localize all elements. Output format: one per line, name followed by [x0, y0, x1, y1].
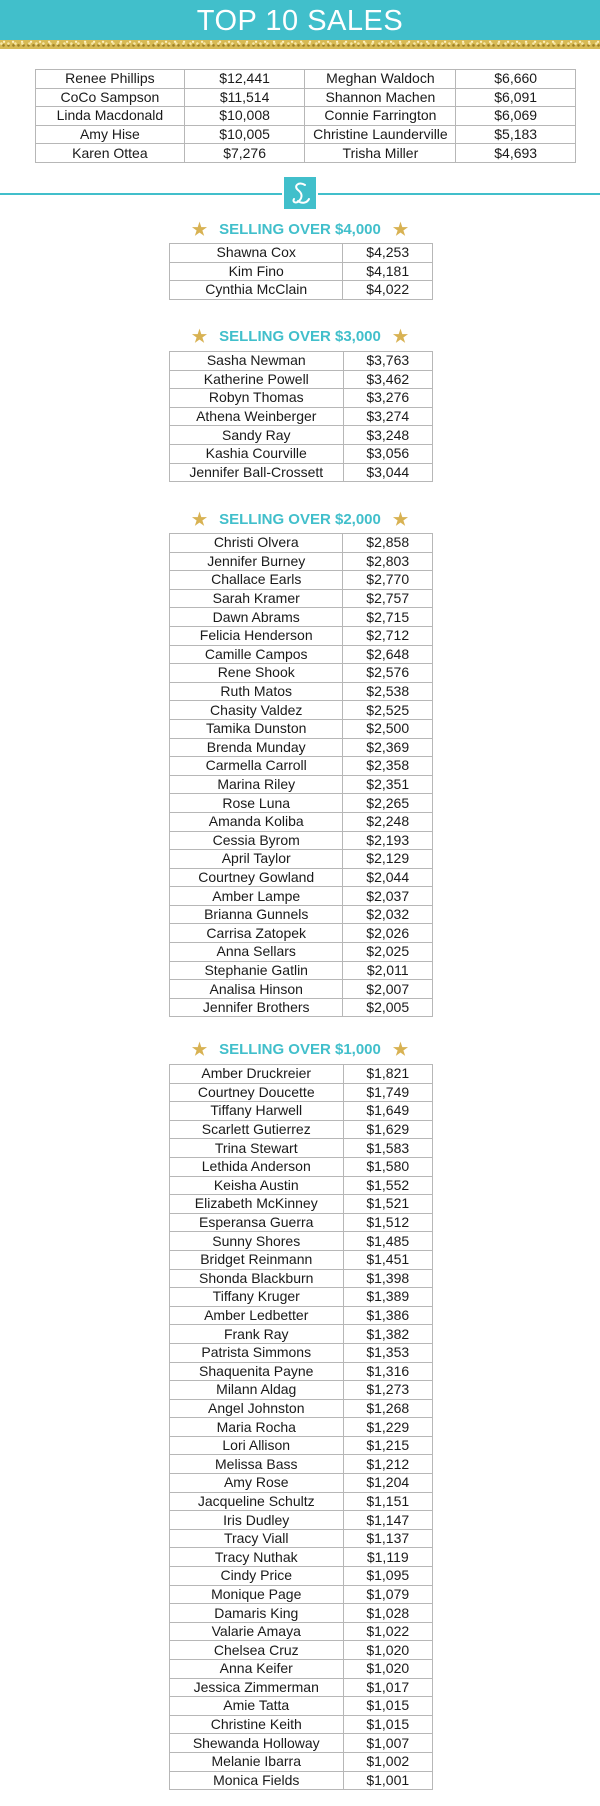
sales-amount: $3,274: [343, 407, 432, 426]
table-row: [170, 1102, 433, 1121]
seller-name: Dawn Abrams: [170, 608, 343, 627]
top-10-table: [35, 69, 576, 163]
sales-amount: $2,026: [343, 924, 433, 943]
sales-amount: $2,248: [343, 812, 433, 831]
table-row: [170, 738, 433, 757]
sales-amount: $3,276: [343, 389, 432, 408]
table-row: [170, 1343, 433, 1362]
seller-name: Courtney Gowland: [170, 868, 343, 887]
seller-name: Elizabeth McKinney: [170, 1195, 344, 1214]
sales-amount: $6,660: [456, 70, 576, 89]
tier-heading-4000: ★ SELLING OVER $4,000 ★: [191, 220, 409, 239]
sales-amount: $3,248: [343, 426, 432, 445]
seller-name: Katherine Powell: [170, 370, 344, 389]
sales-amount: $1,268: [343, 1399, 433, 1418]
seller-name: Challace Earls: [170, 571, 343, 590]
table-row: [170, 244, 433, 263]
table-row: [170, 1381, 433, 1400]
seller-name: Sandy Ray: [170, 426, 344, 445]
table-row: [36, 88, 576, 107]
seller-name: Keisha Austin: [170, 1176, 344, 1195]
sales-amount: $2,500: [343, 719, 433, 738]
sales-amount: $1,007: [343, 1734, 433, 1753]
table-row: [170, 262, 433, 281]
sales-amount: $7,276: [184, 144, 305, 163]
seller-name: Monica Fields: [170, 1771, 344, 1790]
sales-amount: $1,398: [343, 1269, 433, 1288]
table-row: [170, 463, 433, 482]
tier-heading-3000: ★ SELLING OVER $3,000 ★: [191, 327, 409, 346]
seller-name: Tracy Viall: [170, 1529, 344, 1548]
seller-name: Jennifer Burney: [170, 552, 343, 571]
star-icon: ★: [191, 220, 208, 239]
sales-amount: $1,015: [343, 1697, 433, 1716]
seller-name: Iris Dudley: [170, 1511, 344, 1530]
sales-amount: $1,451: [343, 1250, 433, 1269]
table-row: [170, 1288, 433, 1307]
seller-name: Shannon Machen: [305, 88, 456, 107]
tier-table-1000: [169, 1064, 433, 1790]
table-row: [170, 980, 433, 999]
sales-amount: $2,358: [343, 757, 433, 776]
seller-name: Milann Aldag: [170, 1381, 344, 1400]
seller-name: Patrista Simmons: [170, 1343, 344, 1362]
seller-name: Rene Shook: [170, 664, 343, 683]
seller-name: April Taylor: [170, 850, 343, 869]
sales-amount: $6,069: [456, 107, 576, 126]
sales-amount: $1,521: [343, 1195, 433, 1214]
table-row: [170, 444, 433, 463]
seller-name: Trisha Miller: [305, 144, 456, 163]
table-row: [170, 1585, 433, 1604]
seller-name: Frank Ray: [170, 1325, 344, 1344]
sales-amount: $4,253: [343, 244, 433, 263]
seller-name: Monique Page: [170, 1585, 344, 1604]
script-s-logo-icon: [284, 177, 316, 209]
table-row: [170, 943, 433, 962]
sales-amount: $2,025: [343, 943, 433, 962]
seller-name: Anna Sellars: [170, 943, 343, 962]
seller-name: Maria Rocha: [170, 1418, 344, 1437]
sales-amount: $2,032: [343, 905, 433, 924]
table-row: [170, 1641, 433, 1660]
table-row: [170, 1325, 433, 1344]
seller-name: Tracy Nuthak: [170, 1548, 344, 1567]
sales-amount: $2,011: [343, 961, 433, 980]
sales-amount: $3,462: [343, 370, 432, 389]
seller-name: Athena Weinberger: [170, 407, 344, 426]
table-row: [36, 125, 576, 144]
seller-name: Jennifer Ball-Crossett: [170, 463, 344, 482]
table-row: [170, 1362, 433, 1381]
seller-name: Cessia Byrom: [170, 831, 343, 850]
seller-name: Karen Ottea: [36, 144, 185, 163]
seller-name: Lethida Anderson: [170, 1157, 344, 1176]
table-row: [170, 757, 433, 776]
seller-name: Kim Fino: [170, 262, 343, 281]
table-row: [170, 370, 433, 389]
table-row: [170, 281, 433, 300]
sales-amount: $2,712: [343, 626, 433, 645]
sales-amount: $1,151: [343, 1492, 433, 1511]
tier-table-3000: [169, 351, 433, 482]
table-row: [170, 608, 433, 627]
table-row: [170, 1418, 433, 1437]
sales-amount: $1,386: [343, 1306, 433, 1325]
table-row: [170, 1213, 433, 1232]
table-row: [170, 868, 433, 887]
table-row: [36, 107, 576, 126]
table-row: [170, 719, 433, 738]
table-row: [170, 1065, 433, 1084]
seller-name: CoCo Sampson: [36, 88, 185, 107]
seller-name: Esperansa Guerra: [170, 1213, 344, 1232]
table-row: [170, 998, 433, 1017]
table-row: [170, 589, 433, 608]
sales-amount: $1,020: [343, 1660, 433, 1679]
table-row: [170, 1529, 433, 1548]
sales-amount: $2,037: [343, 887, 433, 906]
seller-name: Sunny Shores: [170, 1232, 344, 1251]
seller-name: Felicia Henderson: [170, 626, 343, 645]
seller-name: Shaquenita Payne: [170, 1362, 344, 1381]
star-icon: ★: [191, 1040, 208, 1059]
sales-amount: $1,212: [343, 1455, 433, 1474]
sales-amount: $2,007: [343, 980, 433, 999]
tier-table-4000: [169, 243, 433, 300]
seller-name: Christine Launderville: [305, 125, 456, 144]
sales-amount: $1,022: [343, 1622, 433, 1641]
seller-name: Stephanie Gatlin: [170, 961, 343, 980]
sales-amount: $1,629: [343, 1120, 433, 1139]
table-row: [170, 1678, 433, 1697]
sales-amount: $1,512: [343, 1213, 433, 1232]
star-icon: ★: [392, 220, 409, 239]
seller-name: Scarlett Gutierrez: [170, 1120, 344, 1139]
seller-name: Amie Tatta: [170, 1697, 344, 1716]
table-row: [170, 1120, 433, 1139]
table-row: [170, 389, 433, 408]
tier-heading-1000: ★ SELLING OVER $1,000 ★: [191, 1040, 409, 1059]
sales-amount: $1,316: [343, 1362, 433, 1381]
seller-name: Chelsea Cruz: [170, 1641, 344, 1660]
sales-amount: $5,183: [456, 125, 576, 144]
seller-name: Tiffany Kruger: [170, 1288, 344, 1307]
seller-name: Amanda Koliba: [170, 812, 343, 831]
sales-amount: $1,204: [343, 1474, 433, 1493]
divider-line-right: [318, 193, 600, 195]
seller-name: Sarah Kramer: [170, 589, 343, 608]
table-row: [170, 701, 433, 720]
divider-line-left: [0, 193, 282, 195]
sales-amount: $1,583: [343, 1139, 433, 1158]
seller-name: Carrisa Zatopek: [170, 924, 343, 943]
sales-amount: $1,273: [343, 1381, 433, 1400]
seller-name: Melanie Ibarra: [170, 1752, 344, 1771]
table-row: [170, 626, 433, 645]
table-row: [170, 924, 433, 943]
seller-name: Connie Farrington: [305, 107, 456, 126]
table-row: [170, 1436, 433, 1455]
sales-amount: $11,514: [184, 88, 305, 107]
sales-amount: $1,017: [343, 1678, 433, 1697]
star-icon: ★: [392, 510, 409, 529]
table-row: [170, 682, 433, 701]
sales-amount: $1,749: [343, 1083, 433, 1102]
table-row: [170, 1306, 433, 1325]
seller-name: Camille Campos: [170, 645, 343, 664]
seller-name: Kashia Courville: [170, 444, 344, 463]
seller-name: Amber Druckreier: [170, 1065, 344, 1084]
table-row: [170, 794, 433, 813]
table-row: [170, 905, 433, 924]
table-row: [170, 1492, 433, 1511]
sales-amount: $2,538: [343, 682, 433, 701]
table-row: [170, 1455, 433, 1474]
table-row: [170, 1399, 433, 1418]
seller-name: Trina Stewart: [170, 1139, 344, 1158]
sales-amount: $10,005: [184, 125, 305, 144]
seller-name: Tiffany Harwell: [170, 1102, 344, 1121]
table-row: [170, 352, 433, 371]
table-row: [170, 1250, 433, 1269]
table-row: [170, 850, 433, 869]
table-row: [170, 887, 433, 906]
sales-amount: $1,485: [343, 1232, 433, 1251]
seller-name: Anna Keifer: [170, 1660, 344, 1679]
table-row: [170, 1660, 433, 1679]
seller-name: Brenda Munday: [170, 738, 343, 757]
sales-amount: $4,693: [456, 144, 576, 163]
table-row: [170, 1604, 433, 1623]
seller-name: Robyn Thomas: [170, 389, 344, 408]
table-row: [170, 1269, 433, 1288]
seller-name: Linda Macdonald: [36, 107, 185, 126]
seller-name: Melissa Bass: [170, 1455, 344, 1474]
seller-name: Meghan Waldoch: [305, 70, 456, 89]
star-icon: ★: [392, 327, 409, 346]
seller-name: Rose Luna: [170, 794, 343, 813]
sales-amount: $1,552: [343, 1176, 433, 1195]
table-row: [170, 1715, 433, 1734]
table-row: [170, 1176, 433, 1195]
seller-name: Marina Riley: [170, 775, 343, 794]
seller-name: Chasity Valdez: [170, 701, 343, 720]
seller-name: Courtney Doucette: [170, 1083, 344, 1102]
seller-name: Jessica Zimmerman: [170, 1678, 344, 1697]
sales-amount: $4,181: [343, 262, 433, 281]
seller-name: Amber Lampe: [170, 887, 343, 906]
tier-table-2000: [169, 533, 433, 1017]
seller-name: Shonda Blackburn: [170, 1269, 344, 1288]
seller-name: Jennifer Brothers: [170, 998, 343, 1017]
sales-amount: $1,015: [343, 1715, 433, 1734]
star-icon: ★: [191, 327, 208, 346]
seller-name: Valarie Amaya: [170, 1622, 344, 1641]
seller-name: Christine Keith: [170, 1715, 344, 1734]
sales-amount: $2,803: [343, 552, 433, 571]
sales-amount: $1,580: [343, 1157, 433, 1176]
sales-amount: $1,095: [343, 1567, 433, 1586]
seller-name: Shewanda Holloway: [170, 1734, 344, 1753]
seller-name: Analisa Hinson: [170, 980, 343, 999]
seller-name: Carmella Carroll: [170, 757, 343, 776]
table-row: [36, 70, 576, 89]
sales-amount: $2,265: [343, 794, 433, 813]
seller-name: Ruth Matos: [170, 682, 343, 701]
table-row: [170, 1474, 433, 1493]
seller-name: Bridget Reinmann: [170, 1250, 344, 1269]
sales-amount: $2,770: [343, 571, 433, 590]
sales-amount: $1,147: [343, 1511, 433, 1530]
sales-amount: $2,005: [343, 998, 433, 1017]
sales-amount: $4,022: [343, 281, 433, 300]
seller-name: Angel Johnston: [170, 1399, 344, 1418]
sales-amount: $1,079: [343, 1585, 433, 1604]
table-row: [170, 1622, 433, 1641]
table-row: [170, 534, 433, 553]
sales-amount: $2,858: [343, 534, 433, 553]
table-row: [170, 1734, 433, 1753]
table-row: [170, 407, 433, 426]
seller-name: Brianna Gunnels: [170, 905, 343, 924]
table-row: [170, 426, 433, 445]
sales-amount: $1,353: [343, 1343, 433, 1362]
seller-name: Renee Phillips: [36, 70, 185, 89]
seller-name: Amy Hise: [36, 125, 185, 144]
table-row: [170, 831, 433, 850]
sales-amount: $1,119: [343, 1548, 433, 1567]
sales-amount: $2,351: [343, 775, 433, 794]
table-row: [170, 1139, 433, 1158]
seller-name: Amber Ledbetter: [170, 1306, 344, 1325]
sales-amount: $2,129: [343, 850, 433, 869]
star-icon: ★: [392, 1040, 409, 1059]
seller-name: Tamika Dunston: [170, 719, 343, 738]
sales-amount: $6,091: [456, 88, 576, 107]
table-row: [36, 144, 576, 163]
seller-name: Cindy Price: [170, 1567, 344, 1586]
table-row: [170, 1752, 433, 1771]
table-row: [170, 571, 433, 590]
sales-amount: $10,008: [184, 107, 305, 126]
table-row: [170, 1567, 433, 1586]
table-row: [170, 1771, 433, 1790]
star-icon: ★: [191, 510, 208, 529]
seller-name: Lori Allison: [170, 1436, 344, 1455]
sales-amount: $1,389: [343, 1288, 433, 1307]
table-row: [170, 1232, 433, 1251]
table-row: [170, 1195, 433, 1214]
seller-name: Jacqueline Schultz: [170, 1492, 344, 1511]
sales-amount: $1,002: [343, 1752, 433, 1771]
seller-name: Shawna Cox: [170, 244, 343, 263]
seller-name: Cynthia McClain: [170, 281, 343, 300]
sales-amount: $2,525: [343, 701, 433, 720]
sales-amount: $1,821: [343, 1065, 433, 1084]
table-row: [170, 1157, 433, 1176]
seller-name: Damaris King: [170, 1604, 344, 1623]
sales-amount: $2,193: [343, 831, 433, 850]
sales-amount: $3,044: [343, 463, 432, 482]
sales-amount: $1,382: [343, 1325, 433, 1344]
seller-name: Christi Olvera: [170, 534, 343, 553]
table-row: [170, 1697, 433, 1716]
page-title: TOP 10 SALES: [0, 0, 600, 40]
sales-amount: $1,649: [343, 1102, 433, 1121]
table-row: [170, 775, 433, 794]
sales-amount: $2,757: [343, 589, 433, 608]
table-row: [170, 1083, 433, 1102]
table-row: [170, 664, 433, 683]
sales-amount: $3,763: [343, 352, 432, 371]
gold-glitter-strip: [0, 40, 600, 49]
table-row: [170, 1511, 433, 1530]
tier-heading-2000: ★ SELLING OVER $2,000 ★: [191, 510, 409, 529]
sales-amount: $1,001: [343, 1771, 433, 1790]
sales-amount: $2,369: [343, 738, 433, 757]
sales-amount: $1,020: [343, 1641, 433, 1660]
sales-amount: $2,044: [343, 868, 433, 887]
sales-amount: $3,056: [343, 444, 432, 463]
sales-amount: $2,648: [343, 645, 433, 664]
table-row: [170, 1548, 433, 1567]
sales-amount: $1,215: [343, 1436, 433, 1455]
table-row: [170, 552, 433, 571]
sales-amount: $2,576: [343, 664, 433, 683]
table-row: [170, 961, 433, 980]
sales-amount: $1,137: [343, 1529, 433, 1548]
table-row: [170, 645, 433, 664]
sales-amount: $1,028: [343, 1604, 433, 1623]
sales-amount: $12,441: [184, 70, 305, 89]
sales-amount: $1,229: [343, 1418, 433, 1437]
table-row: [170, 812, 433, 831]
sales-amount: $2,715: [343, 608, 433, 627]
seller-name: Sasha Newman: [170, 352, 344, 371]
seller-name: Amy Rose: [170, 1474, 344, 1493]
